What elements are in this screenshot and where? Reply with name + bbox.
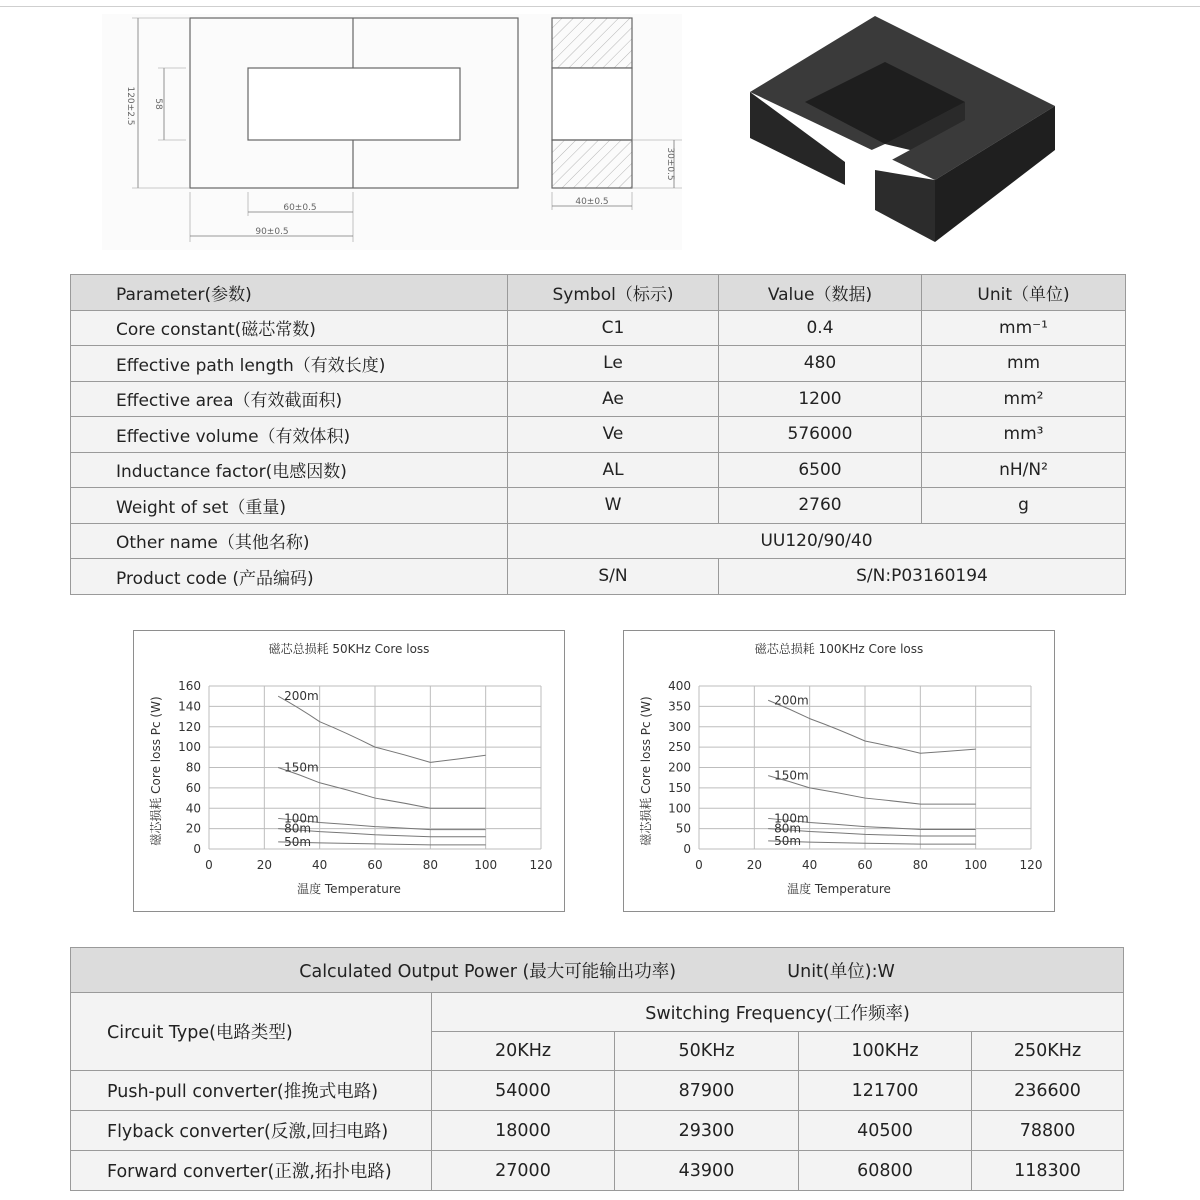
symbol-cell: Ve (508, 417, 719, 453)
table-row (71, 310, 1126, 346)
core-front-right (875, 170, 935, 242)
y-tick-label: 100 (668, 801, 691, 816)
freq-cell: 250KHz (972, 1032, 1124, 1071)
y-tick-label: 120 (178, 719, 201, 734)
window-width-dim: 60±0.5 (283, 203, 317, 213)
unit-cell: mm⁻¹ (922, 310, 1126, 346)
leg-height-dim: 30±0.5 (665, 147, 675, 181)
power-cell: 54000 (432, 1071, 615, 1111)
x-tick-label: 80 (422, 858, 438, 872)
power-title: Calculated Output Power (最大可能输出功率) (299, 961, 677, 982)
header-unit: Unit（单位) (922, 275, 1126, 311)
power-table (70, 947, 1124, 1191)
param-cell: Effective area（有效截面积) (71, 381, 508, 417)
y-tick-label: 250 (668, 740, 691, 755)
param-cell: Effective path length（有效长度) (71, 346, 508, 382)
power-cell: 87900 (615, 1071, 799, 1111)
y-tick-label: 400 (668, 679, 691, 693)
circuit-type-cell: Push-pull converter(推挽式电路) (71, 1071, 432, 1111)
param-cell: Product code (产品编码) (71, 559, 508, 595)
table-row (71, 381, 1126, 417)
y-axis-label: 磁芯损耗 Core loss Pc (W) (149, 696, 163, 846)
header-value: Value（数据) (719, 275, 922, 311)
freq-header-row (71, 993, 1124, 1032)
x-tick-label: 120 (1019, 858, 1043, 872)
power-cell: 18000 (432, 1111, 615, 1151)
series-label-200m: 200m (284, 689, 319, 704)
y-tick-label: 80 (185, 760, 201, 775)
x-tick-label: 60 (367, 858, 383, 872)
window-height-dim: 58 (153, 98, 163, 110)
y-tick-label: 150 (668, 780, 691, 795)
param-cell: Effective volume（有效体积) (71, 417, 508, 453)
unit-cell: g (922, 488, 1126, 524)
symbol-cell: Le (508, 346, 719, 382)
value-cell: 480 (719, 346, 922, 382)
y-tick-label: 100 (178, 740, 201, 755)
y-tick-label: 20 (185, 821, 201, 836)
series-label-50m: 50m (284, 834, 312, 849)
circuit-type-cell: Flyback converter(反激,回扫电路) (71, 1111, 432, 1151)
value-cell: 6500 (719, 452, 922, 488)
x-tick-label: 120 (529, 858, 553, 872)
series-label-100m: 100m (774, 811, 809, 826)
header-parameter: Parameter(参数) (71, 275, 508, 311)
y-tick-label: 0 (193, 842, 201, 856)
power-cell: 236600 (972, 1071, 1124, 1111)
x-tick-label: 0 (205, 858, 213, 872)
table-row (71, 1111, 1124, 1151)
chart-100khz-svg (624, 631, 1054, 911)
power-unit: Unit(单位):W (787, 961, 895, 982)
y-tick-label: 60 (185, 780, 201, 795)
x-tick-label: 20 (746, 858, 762, 872)
symbol-cell: Ae (508, 381, 719, 417)
y-axis-label: 磁芯损耗 Core loss Pc (W) (639, 696, 653, 846)
switching-frequency-header: Switching Frequency(工作频率) (432, 993, 1124, 1032)
table-row-other-name (71, 523, 1126, 559)
x-tick-label: 40 (312, 858, 328, 872)
chart-100khz (623, 630, 1055, 912)
product-code-value: S/N:P03160194 (719, 559, 1126, 595)
symbol-cell: C1 (508, 310, 719, 346)
param-cell: Weight of set（重量) (71, 488, 508, 524)
y-tick-label: 300 (668, 719, 691, 734)
power-cell: 43900 (615, 1151, 799, 1191)
front-height-dim: 120±2.5 (125, 86, 135, 126)
power-cell: 29300 (615, 1111, 799, 1151)
table-row (71, 452, 1126, 488)
spec-table (70, 274, 1126, 595)
series-label-150m: 150m (774, 768, 809, 783)
value-cell: 1200 (719, 381, 922, 417)
y-tick-label: 50 (675, 821, 691, 836)
power-cell: 27000 (432, 1151, 615, 1191)
x-axis-label: 温度 Temperature (787, 882, 891, 896)
side-view-bottom-leg (552, 140, 632, 188)
window-outline (248, 68, 460, 140)
power-cell: 40500 (799, 1111, 972, 1151)
other-name-value: UU120/90/40 (508, 523, 1126, 559)
series-label-200m: 200m (774, 693, 809, 708)
unit-cell: mm (922, 346, 1126, 382)
top-divider (0, 6, 1200, 7)
table-row-product-code (71, 559, 1126, 595)
series-label-80m: 80m (284, 821, 312, 836)
value-cell: 2760 (719, 488, 922, 524)
x-tick-label: 100 (474, 858, 498, 872)
unit-cell: mm³ (922, 417, 1126, 453)
x-tick-label: 100 (964, 858, 988, 872)
y-tick-label: 0 (683, 842, 691, 856)
chart-50khz (133, 630, 565, 912)
freq-cell: 50KHz (615, 1032, 799, 1071)
series-label-50m: 50m (774, 833, 802, 848)
param-cell: Inductance factor(电感因数) (71, 452, 508, 488)
power-cell: 121700 (799, 1071, 972, 1111)
x-tick-label: 0 (695, 858, 703, 872)
y-tick-label: 40 (185, 801, 201, 816)
series-label-100m: 100m (284, 811, 319, 826)
x-axis-label: 温度 Temperature (297, 882, 401, 896)
u-core-photo (735, 10, 1065, 250)
series-label-80m: 80m (774, 821, 802, 836)
circuit-type-cell: Forward converter(正激,拓扑电路) (71, 1151, 432, 1191)
y-tick-label: 140 (178, 699, 201, 714)
side-width-dim: 40±0.5 (575, 197, 609, 207)
unit-cell: nH/N² (922, 452, 1126, 488)
header-symbol: Symbol（标示) (508, 275, 719, 311)
unit-cell: mm² (922, 381, 1126, 417)
side-view-top-leg (552, 18, 632, 68)
table-row (71, 346, 1126, 382)
freq-cell: 20KHz (432, 1032, 615, 1071)
spec-header-row (71, 275, 1126, 311)
x-tick-label: 80 (912, 858, 928, 872)
power-title-cell (71, 948, 1124, 993)
chart-title: 磁芯总损耗 100KHz Core loss (754, 642, 924, 656)
power-cell: 60800 (799, 1151, 972, 1191)
value-cell: 576000 (719, 417, 922, 453)
y-tick-label: 200 (668, 760, 691, 775)
circuit-type-header: Circuit Type(电路类型) (71, 993, 432, 1071)
x-tick-label: 40 (802, 858, 818, 872)
freq-cell: 100KHz (799, 1032, 972, 1071)
power-cell: 78800 (972, 1111, 1124, 1151)
overall-width-dim: 90±0.5 (255, 227, 289, 237)
x-tick-label: 20 (256, 858, 272, 872)
series-label-150m: 150m (284, 760, 319, 775)
table-row (71, 1071, 1124, 1111)
table-row (71, 488, 1126, 524)
power-cell: 118300 (972, 1151, 1124, 1191)
x-tick-label: 60 (857, 858, 873, 872)
chart-title: 磁芯总损耗 50KHz Core loss (268, 642, 430, 656)
symbol-cell: S/N (508, 559, 719, 595)
table-row (71, 417, 1126, 453)
param-cell: Core constant(磁芯常数) (71, 310, 508, 346)
table-row (71, 1151, 1124, 1191)
value-cell: 0.4 (719, 310, 922, 346)
technical-drawing (102, 14, 682, 250)
y-tick-label: 160 (178, 679, 201, 693)
chart-50khz-svg (134, 631, 564, 911)
power-title-row (71, 948, 1124, 993)
y-tick-label: 350 (668, 699, 691, 714)
symbol-cell: AL (508, 452, 719, 488)
symbol-cell: W (508, 488, 719, 524)
drawing-svg (102, 14, 682, 250)
param-cell: Other name（其他名称) (71, 523, 508, 559)
